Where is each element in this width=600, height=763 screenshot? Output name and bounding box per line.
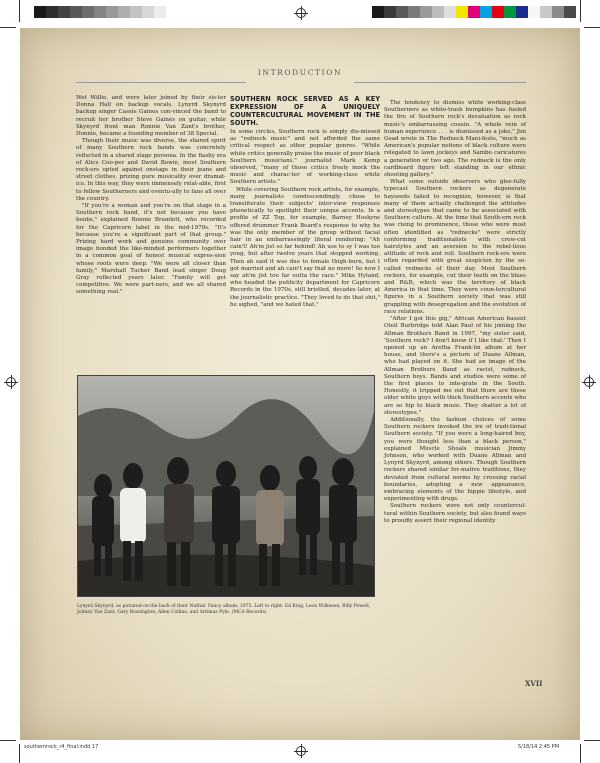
crop-mark: [0, 27, 16, 28]
color-bar: [372, 6, 576, 18]
gray-bar: [34, 6, 166, 18]
paragraph: Southern rockers were not only countercul-tural within Southern society, but also found ways to proudly assert their regional identity: [384, 503, 526, 524]
registration-mark-left: [6, 377, 16, 387]
crop-mark: [580, 0, 581, 22]
slug-date: 5/18/14 2:45 PM: [518, 744, 560, 750]
color-swatch: [396, 6, 408, 18]
color-swatch: [444, 6, 456, 18]
color-swatch: [504, 6, 516, 18]
section-header: INTRODUCTION: [257, 68, 343, 77]
page-number: XVII: [525, 679, 543, 688]
header-rule-right: [354, 82, 526, 83]
pull-quote: SOUTHERN ROCK SERVED AS A KEY EXPRESSION OF A UNIQUELY COUNTERCULTURAL MOVEMENT IN THE SOUTH.: [230, 95, 380, 127]
paragraph: In some circles, Southern rock is simply dis-missed as "redneck music" and not afforded the same critical respect as other popular genres. "While white critics generally praise the music of poor black Southern musicians," journalist Mark Kemp observed, "many of those critics freely mock the music and charac-ter of working-class white Southern artists.": [230, 129, 380, 186]
color-swatch: [528, 6, 540, 18]
header-rule-left: [76, 82, 246, 83]
band-photo-illustration: [78, 376, 374, 596]
color-swatch: [456, 6, 468, 18]
color-swatch: [420, 6, 432, 18]
photo-caption: Lynyrd Skynyrd, as pictured on the back of their Nuthin' Fancy album, 1975. Left to right: Ed King, Leon Wilkeson, Billy Powell, Johnny Van Zant, Gary Rossington, Allen Collins, and Artimus Pyle. (MCA Records): [77, 604, 371, 615]
column-1: [76, 95, 226, 297]
paragraph: Additionally, the fashion choices of some Southern rockers invoked the ire of tradi-tional Southern society. "If you were a long-haired boy, you were thought less than a black person," explained Muscle Shoals musician Jimmy Johnson, who worked with Duane Allman and Lynyrd Skynyrd, among others. Though Southern rockers shared similar for-mative traditions, they deviated from cultural norms by crossing racial boundaries, adopting a new appearance, embracing elements of the hippie lifestyle, and experimenting with drugs.: [384, 416, 526, 503]
band-photo: [77, 375, 375, 597]
paragraph: Wet Willie, and were later joined by their sis-ter Donna Hall on backup vocals. Lynyrd Skynyrd backup singer Cassie Gaines con-vinced the band to recruit her brother Steve Gaines on guitar, while Skynyrd front man Ronnie Van Zant's brother, Donnie, became a founding member of 38 Special.: [76, 95, 226, 138]
color-swatch: [384, 6, 396, 18]
color-swatch: [468, 6, 480, 18]
registration-mark-right: [584, 377, 594, 387]
color-swatch: [492, 6, 504, 18]
color-swatch: [480, 6, 492, 18]
column-2: [230, 95, 380, 309]
registration-mark-top: [296, 8, 306, 18]
column-3: [384, 100, 526, 525]
color-swatch: [432, 6, 444, 18]
color-swatch: [516, 6, 528, 18]
paragraph: While covering Southern rock artists, for example, many journalists condescendingly chose to transliterate their subjects' inter-view responses phonetically to spotlight their unique accents. In a profile of ZZ Top, for example, Barney Hoskyns offered drummer Frank Beard's response to why he was the only member of the group without facial hair in an embarrassingly literal rendering: "Ah cain't! Ah'm jist so far behind! Ah use to sy I was too yeng, but after twelve years that stopped working. Then ah said it was due to female thigh-burn, but I got married and ah cain't say that no more! So now I say ah'm jist too far outta the race." Mike Hyland, who headed the publicity department for Capricorn Records in the 1970s, still bristled, decades later, at the journalistic practice. "They loved to do that shit," he sighed, "and we hated that.": [230, 186, 380, 308]
paragraph: "After I got this gig," African American bassist Oteil Burbridge told Alan Paul of his joining the Allman Brothers Band in 1997, "my sister said, 'Southern rock? I don't know if I like that.' Then I opened up an Aretha Frank-lin album at her house, and there's a picture of Duane Allman, who had played on it. She had an image of the Allman Brothers Band as racist, redneck, Southern boys. Bands and studios were some of the first places to inte-grate in the South. Honestly, it tripped me out that there are these older white guys with thick Southern accents who are so hip to black music. They shatter a lot of stereotypes.": [384, 316, 526, 416]
crop-mark: [19, 0, 20, 22]
registration-mark-bottom: [296, 746, 306, 756]
color-swatch: [540, 6, 552, 18]
crop-mark: [19, 744, 20, 763]
slug-file: southernrock_r4_final.indd 17: [24, 744, 99, 750]
crop-mark: [0, 740, 16, 741]
crop-mark: [584, 740, 600, 741]
color-swatch: [564, 6, 576, 18]
paragraph: The tendency to dismiss white working-class Southerners as white-trash bumpkins has fueled the fire of Southern rock's devaluation as rock music's embarrassing cousin. "A whole vein of human experience . . . is dismissed as a joke," Jim Goad wrote in The Redneck Mani-festo, "much as American's popular notions of black culture were relegated to lawn jockeys and Sambo caricatures a generation or two ago. The redneck is the only cardboard figure left standing in our ethnic shooting gallery.": [384, 100, 526, 179]
paragraph: What some outside observers who glee-fully typecast Southern rockers as degenerate hayseeds failed to recognize, however, is that many of them actually challenged the attitudes and stereotypes that came to be associated with Southern culture. At the time that South-ern rock was rising to prominence, those who were most often identified as "rednecks" were strictly conforming traditionalists with crew-cut hairstyles and an aversion to the rebel-lious attitude of rock and roll. Southern rock-ers were often regarded with great suspicion by the so-called rednecks of their day. Most Southern rockers, for example, cut their teeth on the blues and R&B, which was the territory of black America in that time. They were coun-tercultural figures in a Southern society that was still grappling with desegregation and the evolution of race relations.: [384, 179, 526, 315]
color-swatch: [372, 6, 384, 18]
crop-mark: [580, 744, 581, 763]
color-swatch: [408, 6, 420, 18]
crop-mark: [584, 27, 600, 28]
color-swatch: [552, 6, 564, 18]
paragraph: "If you're a woman and you're on that stage in a Southern rock band, it's not because you have boobs," explained Bonnie Bramlett, who recorded for the Capricorn label in the mid-1970s. "It's because you're a significant part of that group." Prizing hard work and genuine community over image bonded the like-minded performers together in a common goal of honest musical expres-sion whose roots were deep. "We were all closer than family," Marshall Tucker Band lead singer Doug Gray reflected years later. "Family will get competitive. We were part-ners, and we all shared something real.": [76, 203, 226, 296]
paragraph: Though their music was diverse, the shared spirit of many Southern rock bands was concretely reflected in a shared stage persona. In the flashy era of Alice Coo-per and David Bowie, most Southern rock-ers opted against onstage in their jeans and street clothes, prizing pure musicality over dramat-ics. In this way, they were immensely relat-able, first to fellow Southerners and eventu-ally to fans all over the country.: [76, 138, 226, 202]
